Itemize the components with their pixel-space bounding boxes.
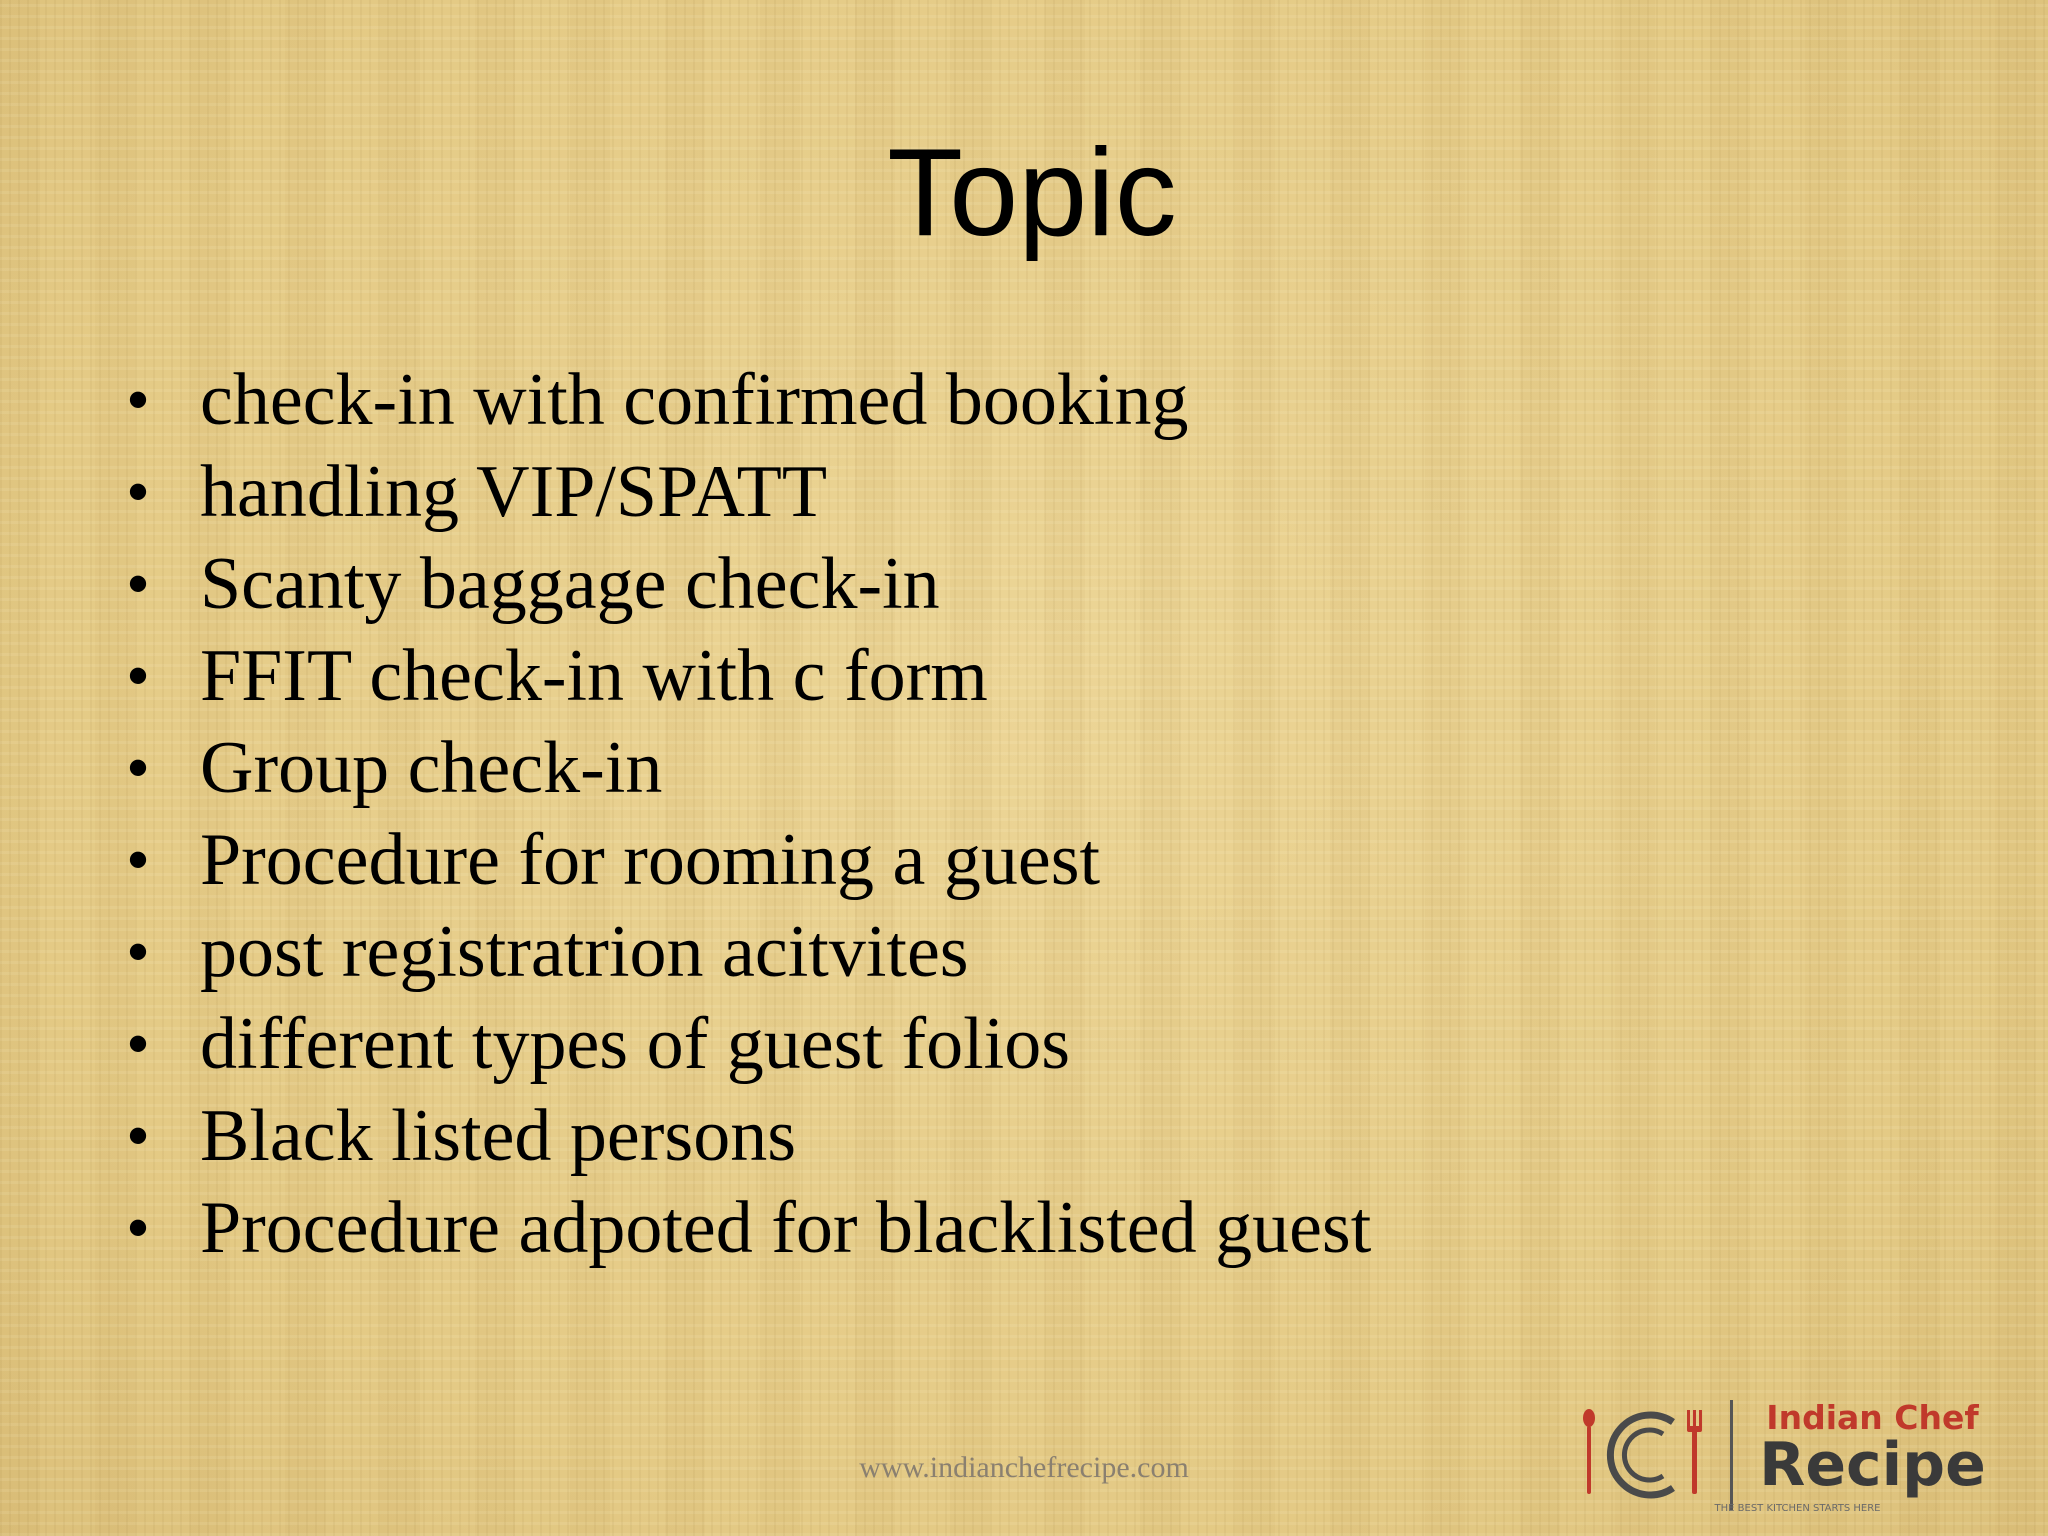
bullet-icon: • bbox=[127, 458, 149, 525]
bullet-icon: • bbox=[127, 1194, 149, 1261]
bullet-text: Scanty baggage check-in bbox=[200, 543, 940, 625]
bullet-text: Black listed persons bbox=[200, 1095, 797, 1177]
bullet-icon: • bbox=[127, 826, 149, 893]
bullet-icon: • bbox=[127, 642, 149, 709]
footer-url: www.indianchefrecipe.com bbox=[859, 1451, 1189, 1484]
logo-title-bottom: Recipe bbox=[1759, 1430, 1986, 1500]
logo-tagline: THE BEST KITCHEN STARTS HERE bbox=[1714, 1503, 1881, 1514]
brand-logo bbox=[1575, 1390, 2015, 1520]
bullet-text: Procedure adpoted for blacklisted guest bbox=[200, 1187, 1372, 1269]
bullet-text: Group check-in bbox=[200, 727, 663, 809]
bullet-text: post registratrion acitvites bbox=[200, 911, 969, 993]
bullet-text: different types of guest folios bbox=[200, 1003, 1071, 1085]
bullet-text: check-in with confirmed booking bbox=[200, 359, 1189, 441]
bullet-icon: • bbox=[127, 366, 149, 433]
bullet-icon: • bbox=[127, 1010, 149, 1077]
logo-title-top: Indian Chef bbox=[1766, 1398, 1979, 1437]
bullet-text: handling VIP/SPATT bbox=[200, 451, 828, 533]
bullet-text: FFIT check-in with c form bbox=[200, 635, 988, 717]
bullet-icon: • bbox=[127, 734, 149, 801]
bullet-icon: • bbox=[127, 550, 149, 617]
spoon-plate-fork-icon bbox=[1575, 1400, 1725, 1510]
bullet-icon: • bbox=[127, 1102, 149, 1169]
slide-title: Topic bbox=[887, 124, 1177, 262]
bullet-icon: • bbox=[127, 918, 149, 985]
bullet-text: Procedure for rooming a guest bbox=[200, 819, 1101, 901]
